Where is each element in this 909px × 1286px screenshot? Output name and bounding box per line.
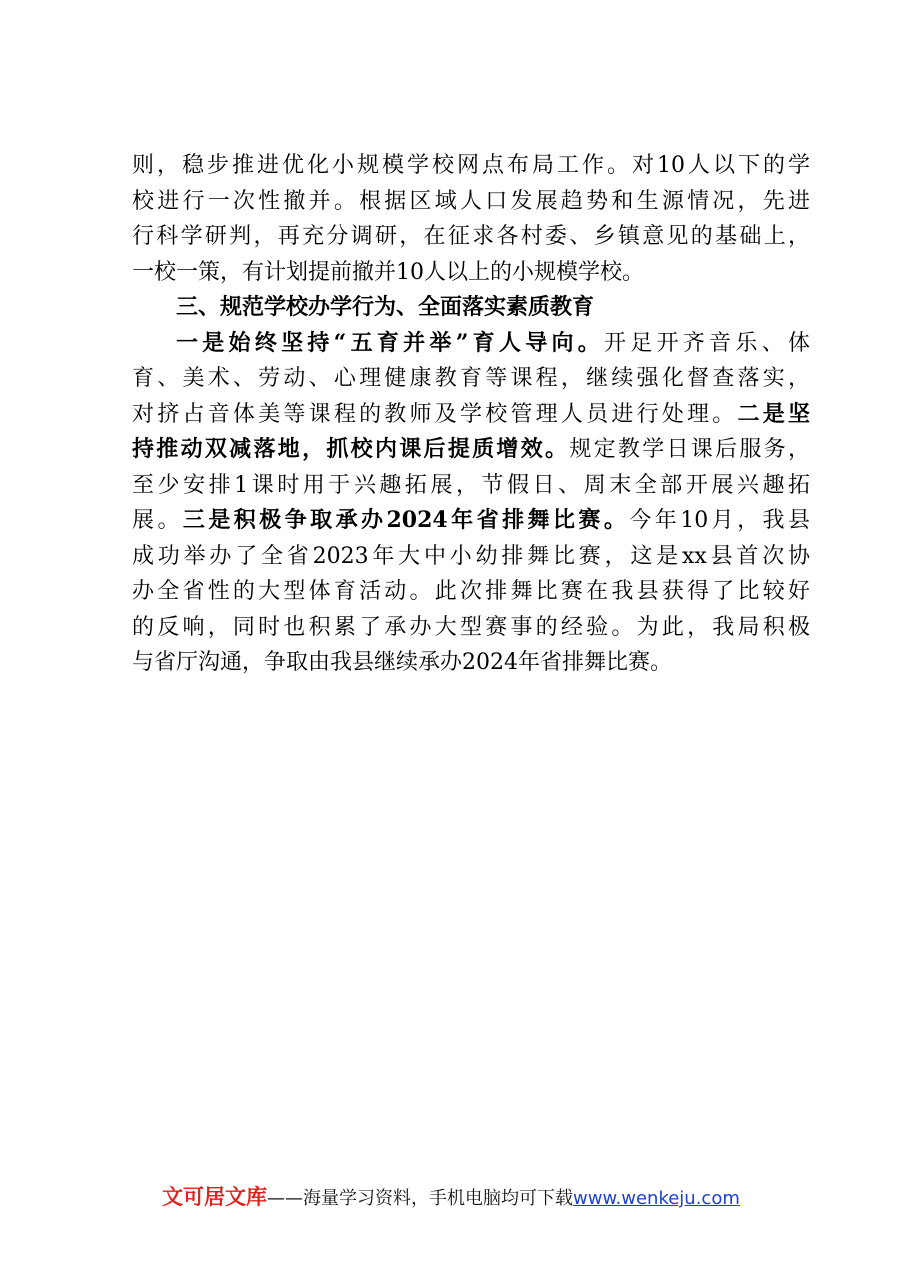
paragraph-line: 至少安排1课时用于兴趣拓展，节假日、周末全部开展兴趣拓 (132, 472, 810, 498)
paragraph-line: 一校一策，有计划提前撤并10人以上的小规模学校。 (132, 259, 644, 285)
paragraph-line (132, 397, 810, 433)
footer-tagline: ——海量学习资料，手机电脑均可下载 (267, 1188, 573, 1209)
bold-phrase: 二是坚 (737, 400, 810, 427)
bold-phrase: 一是始终坚持“五育并举”育人导向。 (176, 329, 605, 356)
paragraph-line: 办全省性的大型体育活动。此次排舞比赛在我县获得了比较好 (132, 579, 810, 604)
paragraph-line: 与省厅沟通，争取由我县继续承办2024年省排舞比赛。 (132, 650, 672, 675)
text-run: 对挤占音体美等课程的教师及学校管理人员进行处理。 (132, 401, 738, 427)
text-run: 展。 (132, 508, 183, 533)
paragraph-line: 成功举办了全省2023年大中小幼排舞比赛，这是xx县首次协 (132, 543, 810, 569)
paragraph-line (132, 326, 810, 362)
document-body (132, 148, 810, 681)
paragraph-line: 校进行一次性撤并。根据区域人口发展趋势和生源情况，先进 (132, 188, 810, 214)
website-link[interactable]: www.wenkeju.com (573, 1188, 740, 1209)
paragraph-line (132, 432, 810, 468)
text-run: 开足开齐音乐、体 (604, 330, 810, 356)
paragraph-line: 育、美术、劳动、心理健康教育等课程，继续强化督查落实， (132, 366, 810, 391)
text-run: 规定教学日课后服务， (569, 437, 810, 462)
brand-name: 文可居文库 (162, 1185, 267, 1209)
bold-phrase: 持推动双减落地，抓校内课后提质增效。 (132, 436, 570, 462)
paragraph-line (132, 503, 810, 539)
footer-banner (162, 1182, 740, 1212)
paragraph-line: 则，稳步推进优化小规模学校网点布局工作。对10人以下的学 (132, 153, 810, 178)
text-run: 今年10月，我县 (629, 508, 810, 533)
section-heading: 三、规范学校办学行为、全面落实素质教育 (176, 295, 595, 320)
bold-phrase: 三是积极争取承办2024年省排舞比赛。 (182, 507, 630, 533)
paragraph-line: 的反响，同时也积累了承办大型赛事的经验。为此，我局积极 (132, 614, 810, 640)
paragraph-line: 行科学研判，再充分调研，在征求各村委、乡镇意见的基础上， (132, 224, 810, 249)
